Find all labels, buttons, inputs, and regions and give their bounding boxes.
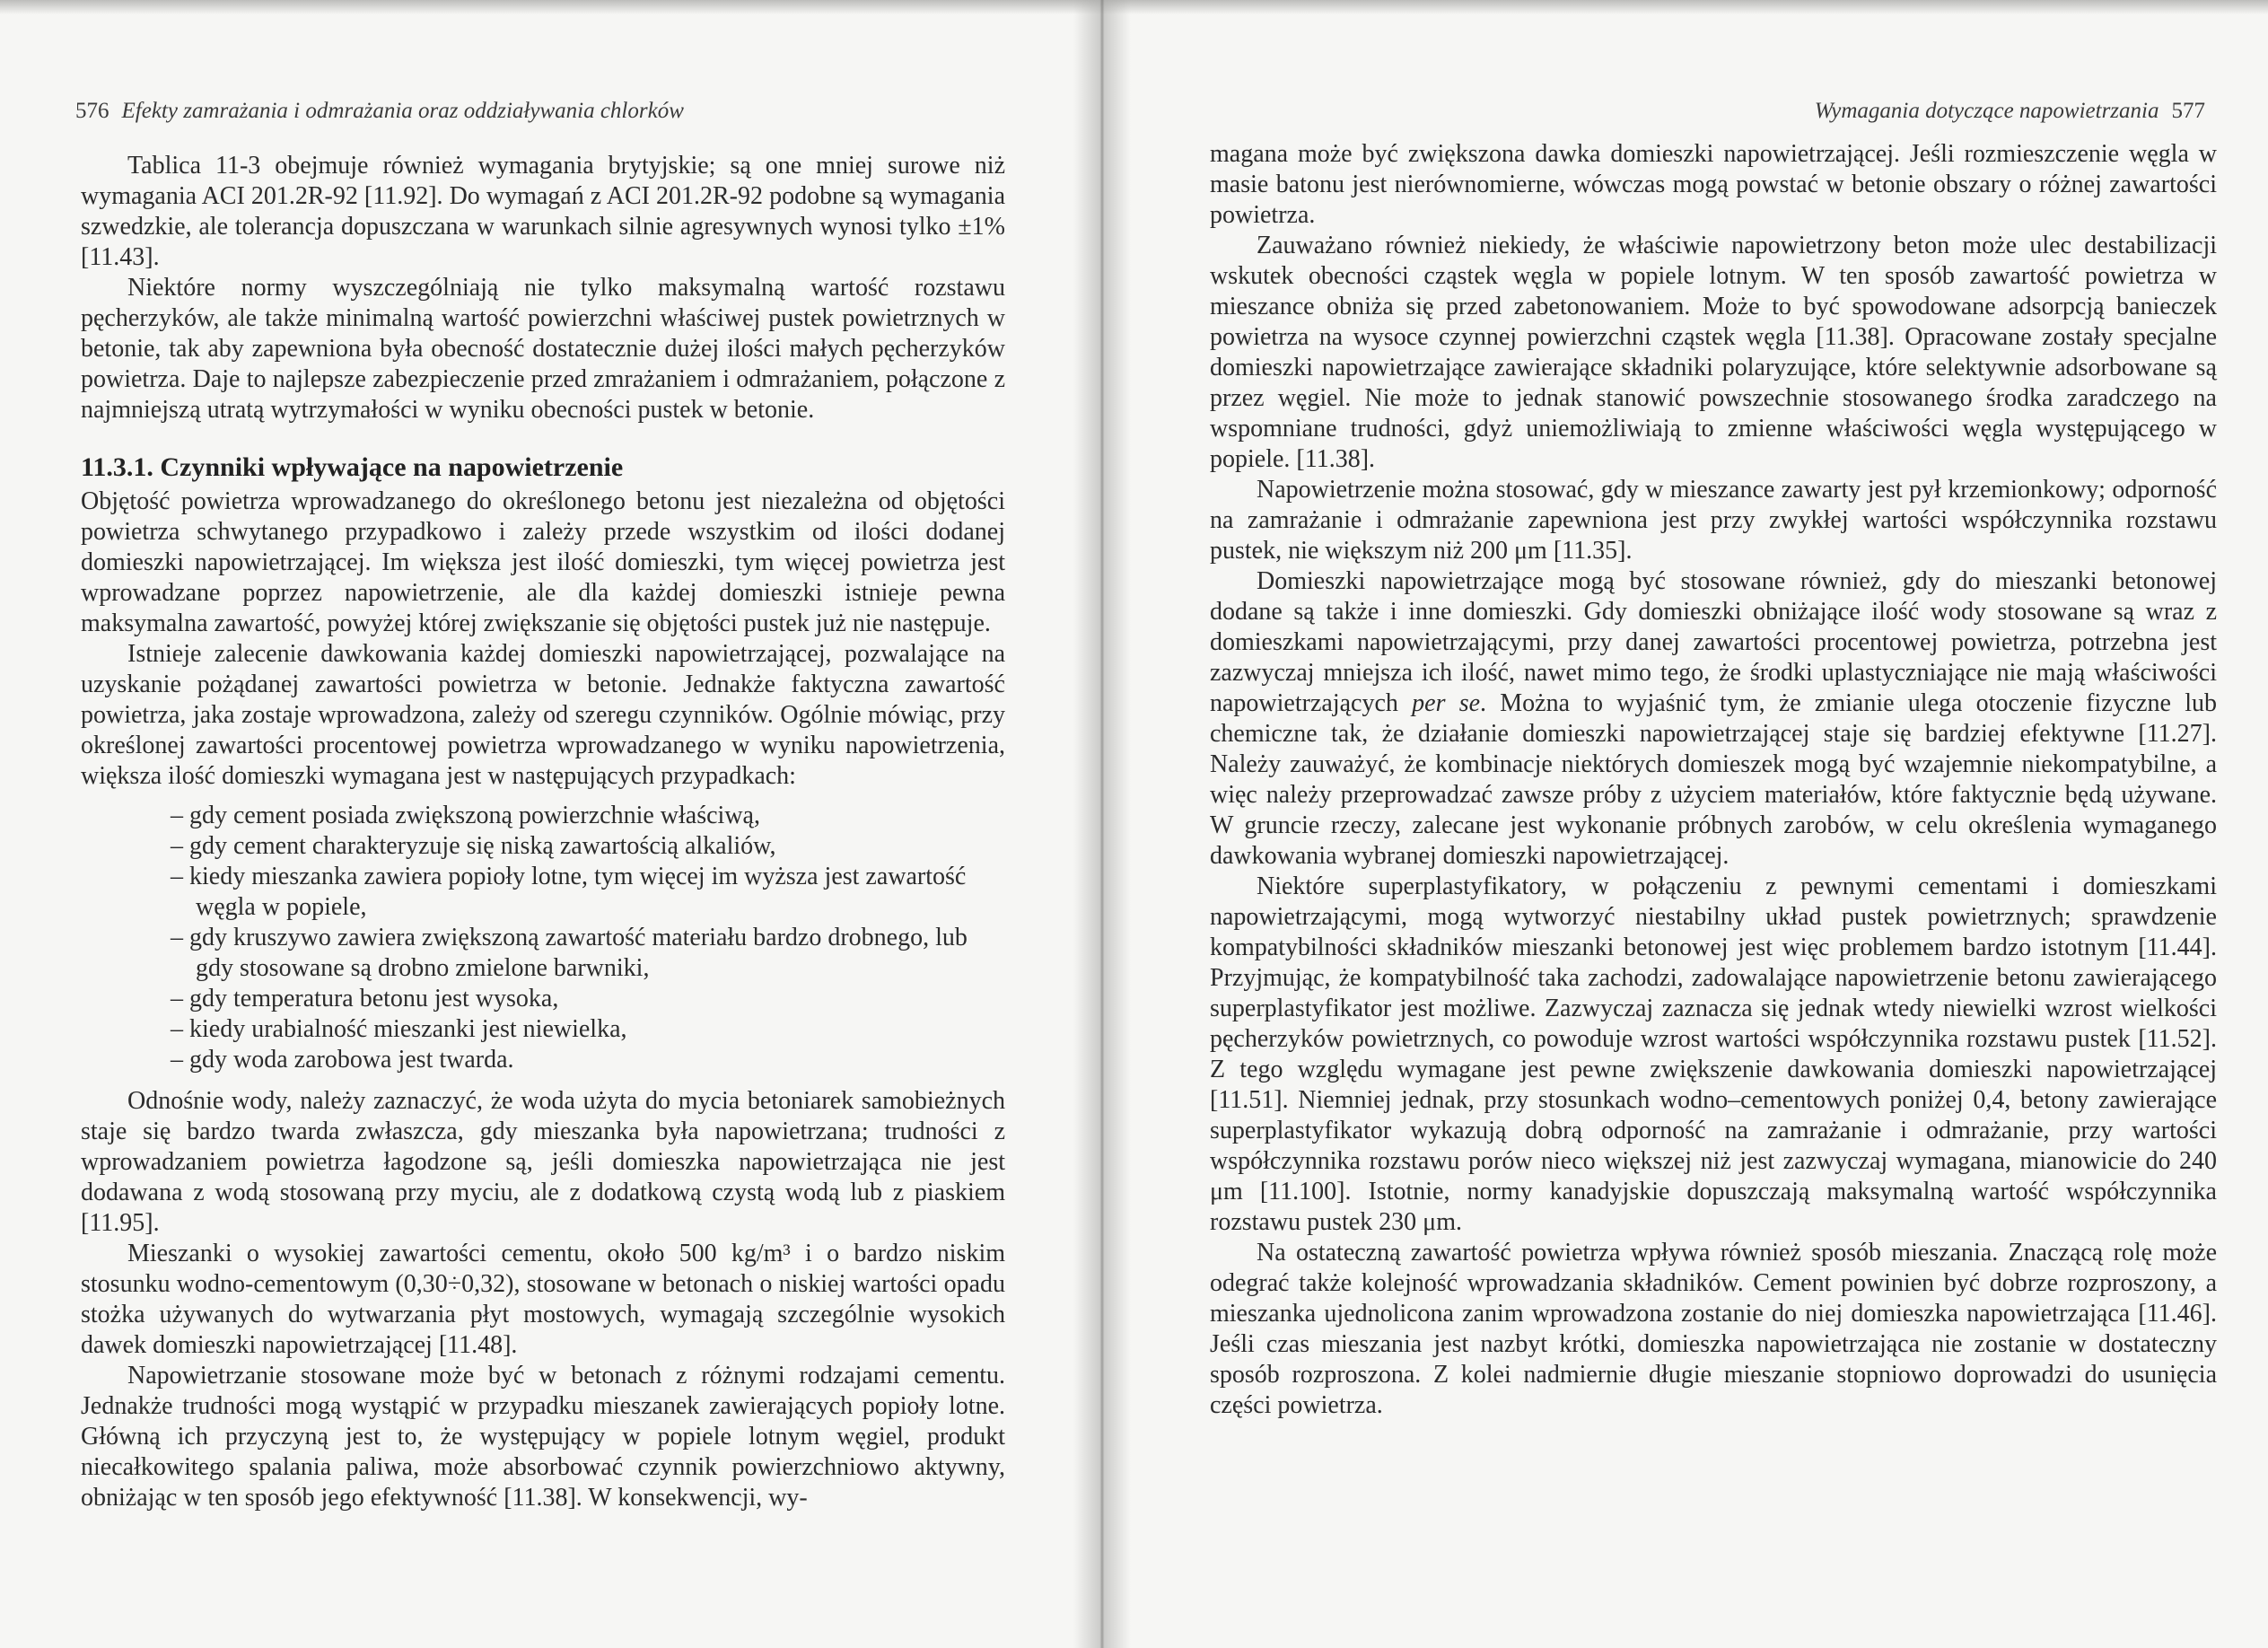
left-page-number: 576 [75, 99, 109, 123]
list-item: – gdy cement posiada zwiększoną powierzchnie właściwą, [171, 801, 1005, 831]
paragraph: Napowietrzanie stosowane może być w betonach z różnymi rodzajami cementu. Jednakże trudności mogą wystąpić w przypadku mieszanek zawierających popioły lotne. Główną ich przyczyną jest to, że występujący w popiele lotnym węgiel, produkt niecałkowitego spalania paliwa, może absorbować czynnik powierzchniowo aktywny, obniżając w ten sposób jego efektywność [11.38]. W konsekwencji, wy- [81, 1362, 1005, 1512]
right-text-column [1210, 139, 2217, 1421]
paragraph-continuation: magana może być zwiększona dawka domieszki napowietrzającej. Jeśli rozmieszczenie węgla w masie batonu jest nierównomierne, wówczas mogą powstać w betonie obszary o różnej zawartości powietrza. [1210, 140, 2217, 229]
left-running-title: Efekty zamrażania i odmrażania oraz oddziaływania chlorków [121, 99, 684, 123]
paragraph: Odnośnie wody, należy zaznaczyć, że woda użyta do mycia betoniarek samobieżnych staje się bardzo twarda zwłaszcza, gdy mieszanka była napowietrzana; trudności z wprowadzaniem powietrza łagodzone są, jeśli domieszka napowietrzająca nie jest dodawana z wodą stosowaną przy myciu, ale z dodatkową czystą wodą lub z piaskiem [11.95]. [81, 1087, 1005, 1237]
paragraph-admixtures [1210, 566, 2217, 872]
left-running-head [75, 99, 684, 124]
right-running-head [1815, 99, 2205, 124]
paragraph: Na ostateczną zawartość powietrza wpływa również sposób mieszania. Znaczącą rolę może odegrać także kolejność wprowadzania składników. Cement powinien być dobrze rozproszony, a mieszanka ujednolicona zanim wprowadzona zostanie do niej domieszka napowietrzająca [11.46]. Jeśli czas mieszania jest nazbyt krótki, domieszka napowietrzająca nie zostanie w dostateczny sposób rozproszona. Z kolei nadmiernie długie mieszanie stopniowo doprowadzi do usunięcia części powietrza. [1210, 1239, 2217, 1419]
paragraph: Niektóre superplastyfikatory, w połączeniu z pewnymi cementami i domieszkami napowietrzającymi, mogą wytworzyć niestabilny układ pustek powietrznych; sprawdzenie kompatybilności składników mieszanki betonowej jest więc problemem bardzo istotnym [11.44]. Przyjmując, że kompatybilność taka zachodzi, zadowalające napowietrzenie betonu zawierającego superplastyfikator jest możliwe. Zazwyczaj zaznacza się jednak wtedy niewielki wzrost wielkości pęcherzyków powietrznych, co powoduje wzrost wartości współczynnika rozstawu pustek [11.52]. Z tego względu wymagane jest pewne zwiększenie dawkowania domieszki napowietrzającej [11.51]. Niemniej jednak, przy stosunkach wodno–cementowych poniżej 0,4, betony zawierające superplastyfikator wykazują dobrą odporność na zamrażanie i odmrażanie, przy wartości współczynnika rozstawu porów nieco większej niż jest zazwyczaj wymagana, mianowicie do 240 μm [11.100]. Istotnie, normy kanadyjskie dopuszczają maksymalną wartość współczynnika rozstawu pustek 230 μm. [1210, 872, 2217, 1236]
italic-term: per se [1412, 689, 1481, 717]
list-item: – gdy cement charakteryzuje się niską zawartością alkaliów, [171, 831, 1005, 862]
paragraph: Tablica 11-3 obejmuje również wymagania brytyjskie; są one mniej surowe niż wymagania ACI 201.2R-92 [11.92]. Do wymagań z ACI 201.2R-92 podobne są wymagania szwedzkie, ale tolerancja dopuszczana w warunkach silnie agresywnych wynosi tylko ±1% [11.43]. [81, 152, 1005, 271]
book-gutter [1073, 0, 1131, 1648]
paragraph: Napowietrzenie można stosować, gdy w mieszance zawarty jest pył krzemionkowy; odporność na zamrażanie i odmrażanie zapewniona jest przy zwykłej wartości współczynnika rozstawu pustek, nie większym niż 200 μm [11.35]. [1210, 476, 2217, 565]
paragraph: Zauważano również niekiedy, że właściwie napowietrzony beton może ulec destabilizacji wskutek obecności cząstek węgla w popiele lotnym. W ten sposób zawartość powietrza w mieszance obniża się przed zabetonowaniem. Może to być spowodowane adsorpcją banieczek powietrza na wysoce czynnej powierzchni cząstek węgla [11.38]. Opracowane zostały specjalne domieszki napowietrzające zawierające składniki polaryzujące, które selektywnie adsorbowane są przez węgiel. Nie może to jednak stanowić powszechnie stosowanego środka zaradczego na wspomniane trudności, gdyż uniemożliwiają to zmienne właściwości węgla występującego w popiele. [11.38]. [1210, 232, 2217, 473]
paragraph-text: Domieszki napowietrzające mogą być stosowane również, gdy do mieszanki betonowej dodane są także i inne domieszki. Gdy domieszki obniżające ilość wody stosowane są wraz z domieszkami napowietrzającymi, przy danej zawartości procentowej powietrza, potrzebna jest zazwyczaj mniejsza ich ilość, nawet mimo tego, że środki uplastyczniające nie mają właściwości napowietrzających [1210, 567, 2217, 717]
right-page-number: 577 [2171, 99, 2205, 123]
conditions-list [81, 801, 1005, 1075]
paragraph: Mieszanki o wysokiej zawartości cementu, około 500 kg/m³ i o bardzo niskim stosunku wodno-cementowym (0,30÷0,32), stosowane w betonach o niskiej wartości opadu stożka używanych do wytwarzania płyt mostowych, wymagają szczególnie wysokich dawek domieszki napowietrzającej [11.48]. [81, 1240, 1005, 1359]
section-heading: 11.3.1. Czynniki wpływające na napowietrzenie [81, 452, 624, 482]
list-item: – gdy kruszywo zawiera zwiększoną zawartość materiału bardzo drobnego, lub gdy stosowane są drobno zmielone barwniki, [171, 923, 1005, 984]
paragraph: Niektóre normy wyszczególniają nie tylko maksymalną wartość rozstawu pęcherzyków, ale także minimalną wartość powierzchni właściwej pustek powietrznych w betonie, tak aby zapewniona była obecność dostatecznie dużej ilości małych pęcherzyków powietrza. Daje to najlepsze zabezpieczenie przed zmrażaniem i odmrażaniem, połączone z najmniejszą utratą wytrzymałości w wyniku obecności pustek w betonie. [81, 274, 1005, 424]
paragraph: Istnieje zalecenie dawkowania każdej domieszki napowietrzającej, pozwalające na uzyskanie pożądanej zawartości powietrza w betonie. Jednakże faktyczna zawartość powietrza, jaka zostaje wprowadzona, zależy od szeregu czynników. Ogólnie mówiąc, przy określonej zawartości procentowej powietrza wprowadzanego w wyniku napowietrzenia, większa ilość domieszki wymagana jest w następujących przypadkach: [81, 640, 1005, 790]
right-page [1133, 0, 2268, 1648]
list-item: – kiedy urabialność mieszanki jest niewielka, [171, 1014, 1005, 1045]
paragraph: Objętość powietrza wprowadzanego do określonego betonu jest niezależna od objętości powietrza schwytanego przypadkowo i zależy przede wszystkim od ilości dodanej domieszki napowietrzającej. Im większa jest ilość domieszki, tym więcej powietrza jest wprowadzane poprzez napowietrzenie, ale dla każdej domieszki istnieje pewna maksymalna zawartość, powyżej której zwiększanie się objętości pustek już nie następuje. [81, 487, 1005, 637]
list-item: – kiedy mieszanka zawiera popioły lotne, tym więcej im wyższa jest zawartość węgla w popiele, [171, 862, 1005, 923]
paragraph-text: . Można to wyjaśnić tym, że zmianie ulega otoczenie fizyczne lub chemiczne tak, że działanie domieszki napowietrzającej staje się bardziej efektywne [11.27]. Należy zauważyć, że kombinacje niektórych domieszek mogą być wzajemnie niekompatybilne, a więc należy przeprowadzać zawsze próby z użyciem materiałów, które faktycznie będą używane. W gruncie rzeczy, zalecane jest wykonanie próbnych zarobów, w celu określenia wymaganego dawkowania wybranej domieszki napowietrzającej. [1210, 689, 2217, 870]
list-item: – gdy temperatura betonu jest wysoka, [171, 984, 1005, 1014]
left-page [0, 0, 1077, 1648]
list-item: – gdy woda zarobowa jest twarda. [171, 1045, 1005, 1075]
left-text-column [81, 151, 1005, 1513]
right-running-title: Wymagania dotyczące napowietrzania [1814, 99, 2159, 123]
